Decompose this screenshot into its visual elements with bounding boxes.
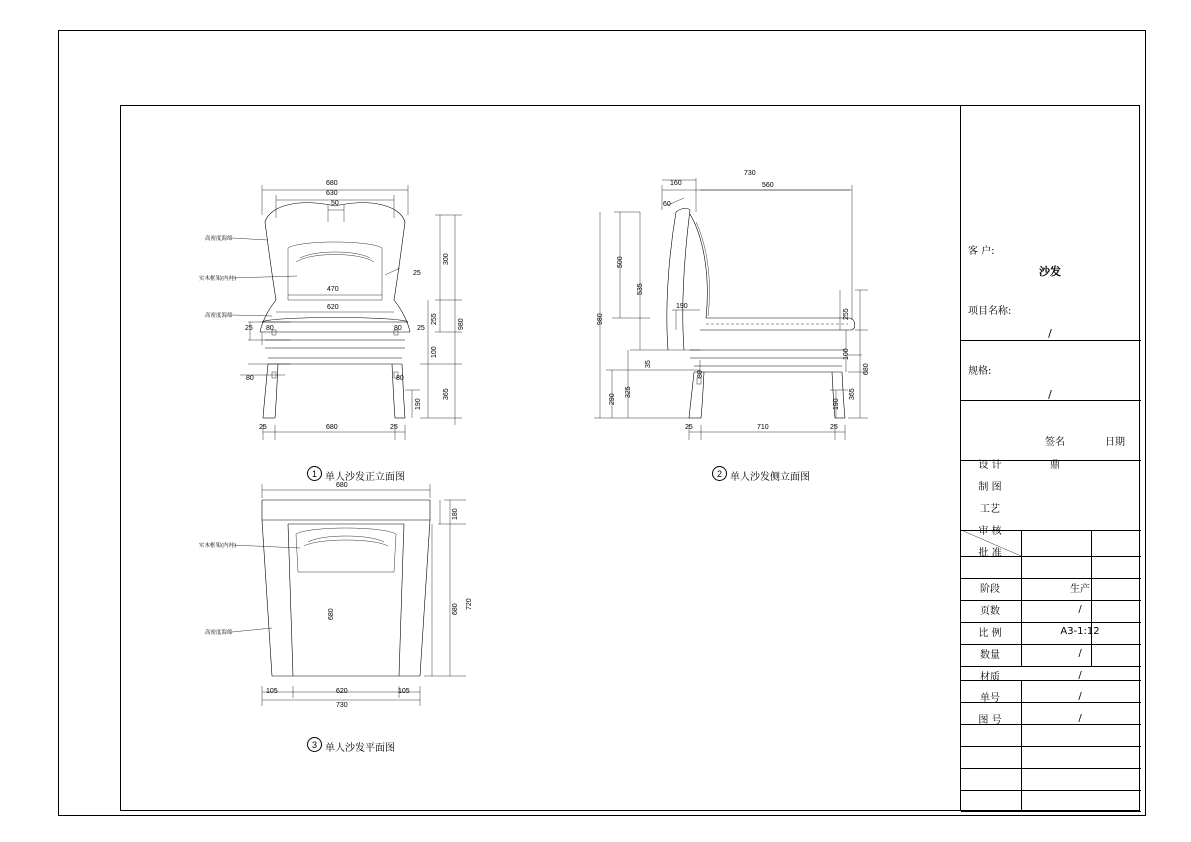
spec-value: /: [1048, 387, 1052, 401]
field-value-4: /: [1078, 669, 1082, 681]
field-label-0: 阶段: [980, 583, 1000, 595]
v2-dim-160: 160: [670, 180, 682, 187]
view2-side-elevation: [594, 178, 868, 440]
v2-dim-290: 290: [609, 393, 616, 405]
v3-dim-105-l: 105: [266, 688, 278, 695]
v1-dim-80-left: 80: [266, 325, 274, 332]
v1-dim-25-bl: 25: [259, 424, 267, 431]
role-name-0: 设 计: [978, 459, 1002, 471]
v2-dim-80: 80: [697, 370, 704, 378]
field-label-2: 比 例: [978, 627, 1002, 639]
role-name-1: 制 图: [978, 481, 1002, 493]
field-label-1: 页数: [980, 605, 1000, 617]
v3-dim-680-c: 680: [328, 608, 335, 620]
v2-dim-325: 325: [625, 386, 632, 398]
v1-note-foam-seat: 高密度海绵: [205, 313, 233, 319]
spec-label: 规格:: [968, 365, 992, 377]
v3-note-foam: 高密度海绵: [205, 630, 233, 636]
view2-number: 2: [712, 466, 727, 481]
v3-dim-180: 180: [452, 508, 459, 520]
view1-number: 1: [307, 466, 322, 481]
v2-dim-365: 365: [849, 388, 856, 400]
v3-dim-620: 620: [336, 688, 348, 695]
view3-caption: 单人沙发平面图: [325, 743, 395, 754]
view2-caption: 单人沙发侧立面图: [730, 472, 810, 483]
v3-note-frame: 实木框架(内衬): [199, 543, 237, 549]
v1-dim-190: 190: [415, 398, 422, 410]
v2-dim-710: 710: [757, 424, 769, 431]
v1-dim-620: 620: [327, 304, 339, 311]
v1-dim-980: 980: [458, 318, 465, 330]
v2-dim-500: 500: [617, 256, 624, 268]
field-value-1: /: [1078, 603, 1082, 615]
role-name-4: 批 准: [978, 547, 1002, 559]
v1-dim-300: 300: [443, 253, 450, 265]
view3-number: 3: [307, 737, 322, 752]
field-label-6: 图 号: [978, 714, 1002, 726]
v3-dim-720: 720: [466, 598, 473, 610]
v2-dim-730: 730: [744, 170, 756, 177]
v1-dim-255: 255: [431, 313, 438, 325]
v1-dim-25-right: 25: [417, 325, 425, 332]
field-label-3: 数量: [980, 649, 1000, 661]
project-label: 项目名称:: [968, 305, 1012, 317]
field-value-3: /: [1078, 647, 1082, 659]
project-value: /: [1048, 326, 1052, 340]
role-name-3: 审 核: [978, 525, 1002, 537]
sign-header: 签名: [1045, 436, 1065, 448]
view1-caption: 单人沙发正立面图: [325, 472, 405, 483]
view1-front-elevation: [232, 185, 462, 440]
field-value-5: /: [1078, 691, 1082, 702]
v1-dim-680-top: 680: [326, 180, 338, 187]
v2-dim-190: 190: [833, 398, 840, 410]
v1-dim-680-bottom: 680: [326, 424, 338, 431]
v2-dim-60: 60: [663, 201, 671, 208]
v2-dim-680: 680: [863, 363, 870, 375]
client-label: 客 户:: [968, 245, 995, 257]
tb-rule: [961, 811, 1141, 812]
v2-dim-980: 980: [597, 313, 604, 325]
v2-dim-35: 35: [645, 360, 652, 368]
v1-dim-50: 50: [331, 200, 339, 207]
role-sign-0: 鼎: [1050, 459, 1060, 471]
view3-plan: [232, 484, 466, 706]
client-value: 沙发: [1039, 265, 1061, 278]
v1-dim-25-br: 25: [390, 424, 398, 431]
v1-dim-80-lower: 80: [246, 375, 254, 382]
v1-dim-40: 25: [413, 270, 421, 277]
field-label-4: 材质: [980, 671, 1000, 683]
v3-dim-680-top: 680: [336, 482, 348, 489]
date-header: 日期: [1105, 436, 1125, 448]
v1-note-foam-top: 高密度海绵: [205, 236, 233, 242]
v2-dim-25-r: 25: [830, 424, 838, 431]
v2-dim-190: 190: [676, 303, 688, 310]
v1-dim-25-left: 25: [245, 325, 253, 332]
field-value-6: /: [1078, 712, 1082, 724]
v1-dim-80-lower-r: 80: [396, 375, 404, 382]
v2-dim-535: 535: [637, 283, 644, 295]
role-name-2: 工艺: [980, 503, 1000, 515]
v1-dim-80-right: 80: [394, 325, 402, 332]
v2-dim-560: 560: [762, 182, 774, 189]
v1-dim-470: 470: [327, 286, 339, 293]
v1-dim-630: 630: [326, 190, 338, 197]
v2-dim-255: 255: [843, 308, 850, 320]
v3-dim-730: 730: [336, 702, 348, 709]
v3-dim-680-r: 680: [452, 603, 459, 615]
v1-dim-365: 365: [443, 388, 450, 400]
v2-dim-100: 100: [843, 348, 850, 360]
v3-dim-105-r: 105: [398, 688, 410, 695]
v1-dim-100: 100: [431, 346, 438, 358]
field-value-2: A3-1:12: [1060, 625, 1100, 637]
v1-note-frame: 实木框架(内衬): [199, 276, 237, 282]
field-label-5: 单号: [980, 693, 1000, 704]
v2-dim-25-l: 25: [685, 424, 693, 431]
field-value-0: 生产: [1070, 583, 1090, 595]
